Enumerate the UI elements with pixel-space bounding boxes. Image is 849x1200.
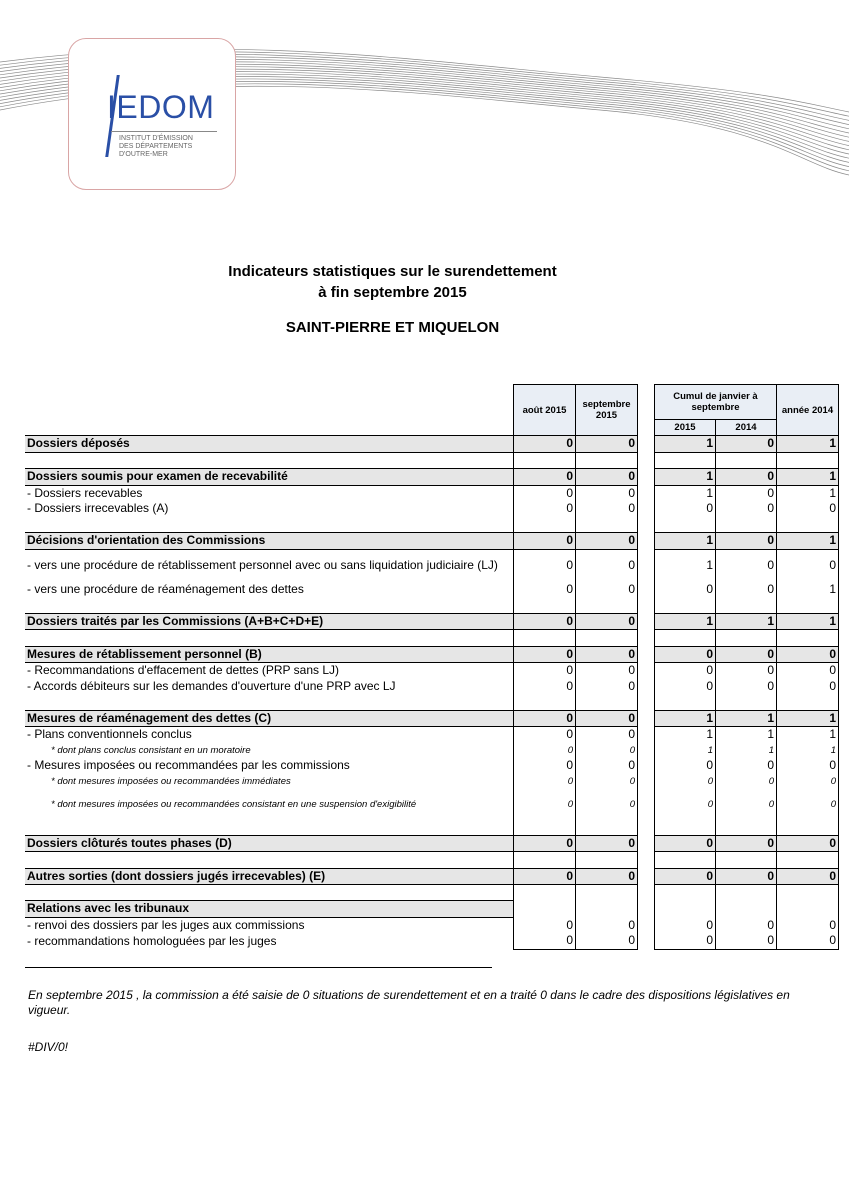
value-cell: 0 xyxy=(716,663,777,679)
value-cell: 1 xyxy=(655,533,716,550)
column-gap xyxy=(638,694,655,710)
row-label: - Mesures imposées ou recommandées par les commissions xyxy=(27,758,350,773)
value-cell: 0 xyxy=(716,917,777,933)
value-cell: 1 xyxy=(777,743,839,759)
value-cell xyxy=(655,901,716,918)
column-gap xyxy=(638,646,655,663)
value-cell xyxy=(716,452,777,469)
value-cell xyxy=(655,517,716,533)
value-cell: 1 xyxy=(655,469,716,486)
value-cell: 0 xyxy=(576,663,638,679)
value-cell: 0 xyxy=(576,868,638,885)
value-cell xyxy=(576,597,638,613)
section-row xyxy=(25,436,839,453)
table-row xyxy=(25,727,839,743)
value-cell xyxy=(514,885,576,901)
row-label: - renvoi des dossiers par les juges aux commissions xyxy=(27,917,305,932)
statistics-table xyxy=(25,384,839,950)
header-cumul-2014: 2014 xyxy=(716,420,777,436)
value-cell: 0 xyxy=(576,613,638,630)
value-cell xyxy=(514,852,576,869)
value-cell xyxy=(777,885,839,901)
value-cell: 1 xyxy=(777,727,839,743)
value-cell: 1 xyxy=(777,582,839,598)
value-cell: 0 xyxy=(576,917,638,933)
column-gap xyxy=(638,597,655,613)
value-cell: 0 xyxy=(655,868,716,885)
column-gap xyxy=(638,517,655,533)
row-label: Dossiers clôturés toutes phases (D) xyxy=(25,835,514,852)
value-cell: 0 xyxy=(576,933,638,949)
value-cell: 1 xyxy=(777,469,839,486)
value-cell: 0 xyxy=(777,933,839,949)
value-cell xyxy=(514,452,576,469)
value-cell xyxy=(777,901,839,918)
value-cell: 1 xyxy=(716,743,777,759)
value-cell: 0 xyxy=(716,835,777,852)
column-gap xyxy=(638,630,655,647)
section-row xyxy=(25,533,839,550)
value-cell: 0 xyxy=(514,582,576,598)
row-label xyxy=(25,630,514,647)
value-cell: 0 xyxy=(716,646,777,663)
header-annee-2014: année 2014 xyxy=(777,385,839,436)
table-row xyxy=(25,758,839,774)
value-cell: 0 xyxy=(514,485,576,501)
value-cell: 0 xyxy=(514,917,576,933)
column-gap xyxy=(638,933,655,949)
value-cell xyxy=(576,630,638,647)
section-row xyxy=(25,469,839,486)
table-row xyxy=(25,485,839,501)
value-cell xyxy=(716,901,777,918)
value-cell: 0 xyxy=(514,663,576,679)
row-label: * dont mesures imposées ou recommandées consistant en une suspension d'exigibilité xyxy=(51,798,417,810)
value-cell: 0 xyxy=(576,469,638,486)
header-cumul-2015: 2015 xyxy=(655,420,716,436)
value-cell: 0 xyxy=(716,868,777,885)
value-cell xyxy=(514,630,576,647)
column-gap xyxy=(638,819,655,835)
value-cell: 0 xyxy=(655,663,716,679)
value-cell: 0 xyxy=(576,710,638,727)
logo-divider xyxy=(111,131,217,132)
value-cell xyxy=(576,819,638,835)
table-row xyxy=(25,774,839,790)
value-cell xyxy=(716,885,777,901)
section-row xyxy=(25,710,839,727)
value-cell xyxy=(514,517,576,533)
table-row xyxy=(25,852,839,869)
logo-wordmark: IEDOM xyxy=(107,89,215,125)
row-label: - Accords débiteurs sur les demandes d'ouverture d'une PRP avec LJ xyxy=(27,678,396,693)
header-cumul: Cumul de janvier à septembre xyxy=(655,385,777,420)
value-cell xyxy=(655,885,716,901)
table-row xyxy=(25,901,839,918)
value-cell: 0 xyxy=(655,679,716,695)
value-cell: 1 xyxy=(777,436,839,453)
column-gap xyxy=(638,743,655,759)
value-cell: 0 xyxy=(514,835,576,852)
column-gap xyxy=(638,533,655,550)
row-label: Mesures de rétablissement personnel (B) xyxy=(25,646,514,663)
value-cell: 0 xyxy=(777,835,839,852)
value-cell: 0 xyxy=(716,774,777,790)
value-cell: 0 xyxy=(716,533,777,550)
value-cell: 0 xyxy=(655,758,716,774)
value-cell xyxy=(655,819,716,835)
row-label xyxy=(25,452,514,469)
value-cell xyxy=(777,694,839,710)
value-cell xyxy=(716,630,777,647)
error-value: #DIV/0! xyxy=(28,1040,69,1054)
column-gap xyxy=(638,501,655,517)
value-cell: 1 xyxy=(655,436,716,453)
value-cell: 1 xyxy=(655,710,716,727)
column-gap xyxy=(638,789,655,819)
table-row xyxy=(25,679,839,695)
value-cell: 0 xyxy=(576,727,638,743)
value-cell xyxy=(655,694,716,710)
row-label xyxy=(25,819,514,835)
value-cell: 0 xyxy=(514,727,576,743)
value-cell: 0 xyxy=(514,743,576,759)
table-row xyxy=(25,917,839,933)
value-cell: 0 xyxy=(777,774,839,790)
value-cell: 0 xyxy=(655,646,716,663)
row-label: Décisions d'orientation des Commissions xyxy=(25,533,514,550)
column-gap xyxy=(638,582,655,598)
row-label xyxy=(25,597,514,613)
value-cell: 0 xyxy=(514,758,576,774)
row-label: - recommandations homologuées par les juges xyxy=(27,933,277,948)
value-cell: 0 xyxy=(777,646,839,663)
value-cell: 0 xyxy=(655,501,716,517)
value-cell: 0 xyxy=(514,549,576,582)
value-cell: 0 xyxy=(716,469,777,486)
value-cell: 0 xyxy=(576,582,638,598)
value-cell: 0 xyxy=(716,549,777,582)
value-cell: 0 xyxy=(777,501,839,517)
value-cell xyxy=(576,452,638,469)
row-label: Relations avec les tribunaux xyxy=(25,901,514,918)
value-cell: 0 xyxy=(716,485,777,501)
value-cell xyxy=(716,517,777,533)
value-cell: 0 xyxy=(716,679,777,695)
value-cell xyxy=(777,597,839,613)
value-cell xyxy=(576,694,638,710)
table-row xyxy=(25,501,839,517)
table-row xyxy=(25,933,839,949)
value-cell: 0 xyxy=(514,533,576,550)
value-cell: 1 xyxy=(777,613,839,630)
value-cell: 0 xyxy=(576,501,638,517)
value-cell: 0 xyxy=(655,835,716,852)
section-row xyxy=(25,613,839,630)
row-label: - Recommandations d'effacement de dettes (PRP sans LJ) xyxy=(27,663,340,678)
value-cell xyxy=(514,901,576,918)
column-gap xyxy=(638,436,655,453)
row-label xyxy=(25,694,514,710)
region-title: SAINT-PIERRE ET MIQUELON xyxy=(285,319,500,336)
value-cell: 0 xyxy=(716,501,777,517)
value-cell: 0 xyxy=(576,789,638,819)
statistics-body xyxy=(25,436,839,950)
row-label: Dossiers déposés xyxy=(25,436,514,453)
row-label xyxy=(25,885,514,901)
value-cell: 1 xyxy=(777,710,839,727)
row-label: * dont plans conclus consistant en un moratoire xyxy=(51,744,251,756)
column-gap xyxy=(638,868,655,885)
column-gap xyxy=(638,917,655,933)
row-label: Autres sorties (dont dossiers jugés irrecevables) (E) xyxy=(25,868,514,885)
value-cell: 0 xyxy=(576,679,638,695)
table-row xyxy=(25,743,839,759)
value-cell: 1 xyxy=(655,613,716,630)
row-label: - vers une procédure de rétablissement personnel avec ou sans liquidation judiciaire (LJ) xyxy=(27,558,498,572)
value-cell xyxy=(576,517,638,533)
table-row xyxy=(25,517,839,533)
column-gap xyxy=(638,835,655,852)
value-cell xyxy=(655,852,716,869)
value-cell: 1 xyxy=(716,613,777,630)
column-gap xyxy=(638,885,655,901)
column-gap xyxy=(638,901,655,918)
value-cell xyxy=(777,630,839,647)
value-cell: 0 xyxy=(655,774,716,790)
value-cell xyxy=(576,885,638,901)
column-gap xyxy=(638,485,655,501)
value-cell: 0 xyxy=(777,789,839,819)
value-cell: 0 xyxy=(777,663,839,679)
value-cell: 0 xyxy=(576,436,638,453)
value-cell: 0 xyxy=(777,549,839,582)
value-cell: 0 xyxy=(514,868,576,885)
report-title: Indicateurs statistiques sur le surendettement xyxy=(228,263,557,280)
header-aout-2015: août 2015 xyxy=(514,385,576,436)
value-cell: 0 xyxy=(514,710,576,727)
value-cell: 0 xyxy=(514,774,576,790)
table-row xyxy=(25,630,839,647)
value-cell: 0 xyxy=(576,646,638,663)
value-cell xyxy=(655,630,716,647)
section-row xyxy=(25,868,839,885)
table-row xyxy=(25,789,839,819)
value-cell xyxy=(514,694,576,710)
value-cell: 0 xyxy=(576,774,638,790)
value-cell: 0 xyxy=(777,868,839,885)
row-label: - Dossiers recevables xyxy=(27,485,143,500)
value-cell: 0 xyxy=(576,758,638,774)
value-cell: 0 xyxy=(514,679,576,695)
commentary-note: En septembre 2015 , la commission a été saisie de 0 situations de surendettement et en a traité 0 dans le cadre des dispositions législatives en vigueur. xyxy=(28,988,790,1017)
footnote-rule xyxy=(25,967,492,968)
row-label: * dont mesures imposées ou recommandées immédiates xyxy=(51,775,291,787)
column-gap xyxy=(638,549,655,582)
row-label: - vers une procédure de réaménagement des dettes xyxy=(27,581,304,596)
value-cell: 1 xyxy=(777,485,839,501)
column-gap xyxy=(638,663,655,679)
value-cell: 1 xyxy=(655,727,716,743)
value-cell: 0 xyxy=(655,917,716,933)
value-cell: 0 xyxy=(655,789,716,819)
value-cell: 0 xyxy=(777,917,839,933)
value-cell: 0 xyxy=(777,679,839,695)
table-row xyxy=(25,549,839,582)
value-cell: 0 xyxy=(514,501,576,517)
column-gap xyxy=(638,613,655,630)
value-cell: 0 xyxy=(514,933,576,949)
value-cell xyxy=(655,597,716,613)
row-label xyxy=(25,517,514,533)
value-cell: 0 xyxy=(655,582,716,598)
iedom-logo xyxy=(68,38,236,190)
row-label: Mesures de réaménagement des dettes (C) xyxy=(25,710,514,727)
value-cell xyxy=(777,452,839,469)
value-cell xyxy=(655,452,716,469)
value-cell: 0 xyxy=(514,436,576,453)
table-row xyxy=(25,694,839,710)
value-cell xyxy=(716,852,777,869)
table-row xyxy=(25,582,839,598)
row-label: - Dossiers irrecevables (A) xyxy=(27,501,169,516)
value-cell: 0 xyxy=(576,835,638,852)
column-gap xyxy=(638,727,655,743)
value-cell: 1 xyxy=(777,533,839,550)
value-cell: 0 xyxy=(514,646,576,663)
value-cell xyxy=(777,852,839,869)
value-cell xyxy=(777,819,839,835)
table-row xyxy=(25,885,839,901)
section-row xyxy=(25,835,839,852)
column-gap xyxy=(638,679,655,695)
value-cell xyxy=(576,901,638,918)
value-cell xyxy=(777,517,839,533)
row-label: - Plans conventionnels conclus xyxy=(27,727,192,742)
value-cell: 0 xyxy=(514,469,576,486)
column-gap xyxy=(638,710,655,727)
row-label xyxy=(25,852,514,869)
value-cell: 1 xyxy=(655,549,716,582)
value-cell: 0 xyxy=(576,485,638,501)
column-gap xyxy=(638,452,655,469)
header-septembre-2015: septembre 2015 xyxy=(576,385,638,436)
value-cell: 1 xyxy=(655,743,716,759)
value-cell xyxy=(716,597,777,613)
column-gap xyxy=(638,758,655,774)
value-cell: 0 xyxy=(655,933,716,949)
value-cell: 0 xyxy=(576,549,638,582)
value-cell: 1 xyxy=(716,710,777,727)
table-row xyxy=(25,452,839,469)
value-cell xyxy=(514,597,576,613)
column-gap xyxy=(638,774,655,790)
row-label: Dossiers soumis pour examen de recevabilité xyxy=(25,469,514,486)
value-cell xyxy=(514,819,576,835)
value-cell xyxy=(716,819,777,835)
value-cell: 0 xyxy=(716,933,777,949)
table-row xyxy=(25,597,839,613)
table-row xyxy=(25,663,839,679)
value-cell: 0 xyxy=(716,436,777,453)
value-cell: 0 xyxy=(716,758,777,774)
value-cell xyxy=(576,852,638,869)
logo-subtitle: INSTITUT D'ÉMISSION DES DÉPARTEMENTS D'OUTRE-MER xyxy=(119,135,193,158)
value-cell: 0 xyxy=(716,789,777,819)
value-cell: 1 xyxy=(716,727,777,743)
column-gap xyxy=(638,852,655,869)
value-cell: 1 xyxy=(655,485,716,501)
value-cell: 0 xyxy=(576,533,638,550)
value-cell: 0 xyxy=(716,582,777,598)
value-cell: 0 xyxy=(777,758,839,774)
report-period: à fin septembre 2015 xyxy=(318,284,467,301)
column-gap xyxy=(638,469,655,486)
table-row xyxy=(25,819,839,835)
row-label: Dossiers traités par les Commissions (A+B+C+D+E) xyxy=(25,613,514,630)
value-cell xyxy=(716,694,777,710)
section-row xyxy=(25,646,839,663)
value-cell: 0 xyxy=(514,613,576,630)
value-cell: 0 xyxy=(576,743,638,759)
value-cell: 0 xyxy=(514,789,576,819)
